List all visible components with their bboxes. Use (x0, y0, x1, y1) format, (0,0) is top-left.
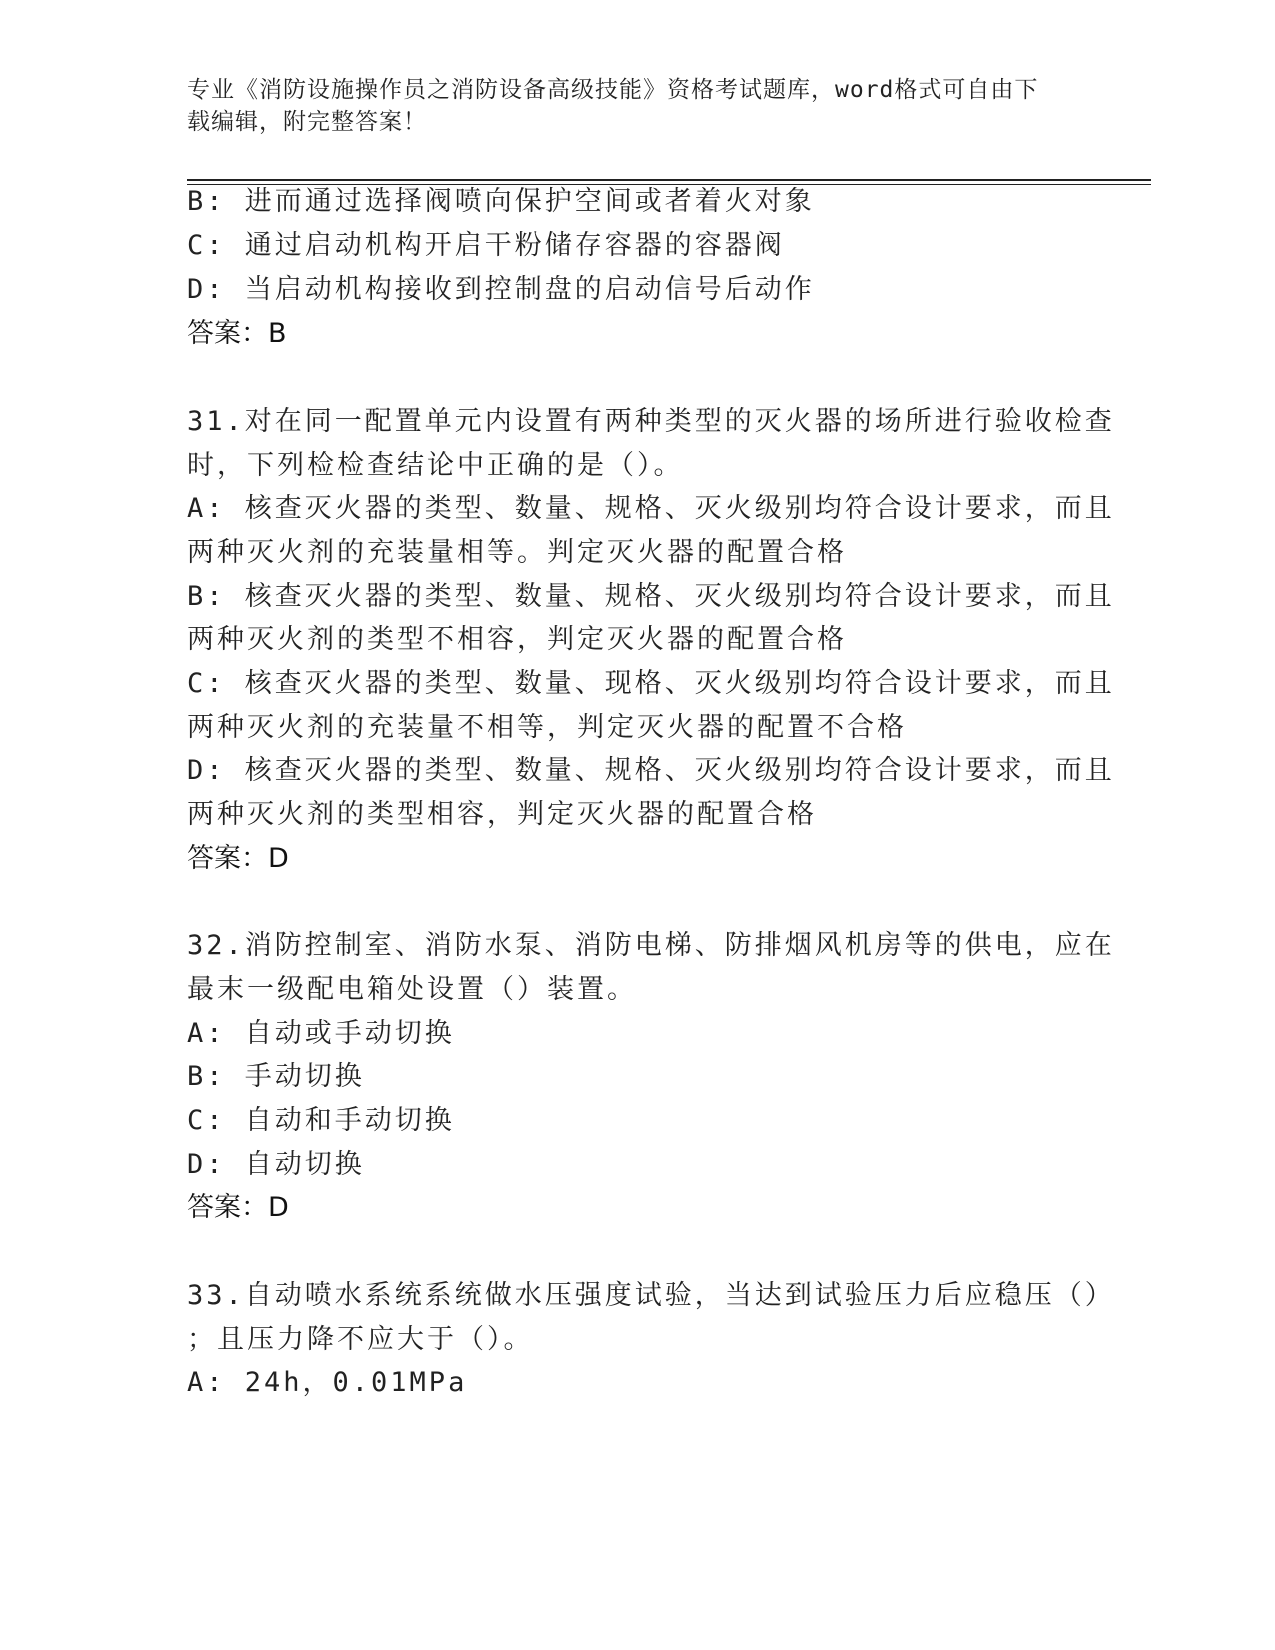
q31-option-d-line-1: D: 核查灭火器的类型、数量、规格、灭火级别均符合设计要求，而且 (187, 755, 1115, 786)
q32-option-d: D: 自动切换 (187, 1149, 365, 1180)
q30-option-d: D: 当启动机构接收到控制盘的启动信号后动作 (187, 274, 815, 305)
q31-option-a-line-1: A: 核查灭火器的类型、数量、规格、灭火级别均符合设计要求，而且 (187, 493, 1115, 524)
q31-option-c-line-1: C: 核查灭火器的类型、数量、现格、灭火级别均符合设计要求，而且 (187, 668, 1115, 699)
q31-stem-line-2: 时，下列检检查结论中正确的是（）。 (187, 450, 684, 481)
q33-stem-line-2: ；且压力降不应大于（）。 (187, 1324, 534, 1355)
header-line-2: 载编辑，附完整答案！ (187, 109, 427, 135)
q31-option-c-line-2: 两种灭火剂的充装量不相等，判定灭火器的配置不合格 (187, 712, 907, 743)
q31-stem-line-1: 31.对在同一配置单元内设置有两种类型的灭火器的场所进行验收检查 (187, 406, 1115, 437)
q30-answer: 答案：B (187, 318, 287, 349)
q32-answer: 答案：D (187, 1192, 289, 1223)
q31-option-a-line-2: 两种灭火剂的充装量相等。判定灭火器的配置合格 (187, 537, 847, 568)
q33-option-a: A: 24h，0.01MPa (187, 1367, 468, 1398)
q31-option-b-line-2: 两种灭火剂的类型不相容，判定灭火器的配置合格 (187, 624, 847, 655)
q32-option-b: B: 手动切换 (187, 1061, 365, 1092)
document-header (187, 74, 1087, 138)
q30-option-b: B: 进而通过选择阀喷向保护空间或者着火对象 (187, 186, 815, 217)
q32-stem-line-1: 32.消防控制室、消防水泵、消防电梯、防排烟风机房等的供电，应在 (187, 930, 1115, 961)
q32-option-a: A: 自动或手动切换 (187, 1018, 455, 1049)
q32-option-c: C: 自动和手动切换 (187, 1105, 455, 1136)
header-line-1: 专业《消防设施操作员之消防设备高级技能》资格考试题库，word格式可自由下 (187, 77, 1039, 103)
q31-answer: 答案：D (187, 843, 289, 874)
q33-stem-line-1: 33.自动喷水系统系统做水压强度试验，当达到试验压力后应稳压（） (187, 1280, 1115, 1311)
q31-option-d-line-2: 两种灭火剂的类型相容，判定灭火器的配置合格 (187, 799, 817, 830)
q31-option-b-line-1: B: 核查灭火器的类型、数量、规格、灭火级别均符合设计要求，而且 (187, 581, 1115, 612)
header-divider-thick (187, 179, 1151, 181)
q32-stem-line-2: 最末一级配电箱处设置（）装置。 (187, 974, 637, 1005)
q30-option-c: C: 通过启动机构开启干粉储存容器的容器阀 (187, 230, 785, 261)
